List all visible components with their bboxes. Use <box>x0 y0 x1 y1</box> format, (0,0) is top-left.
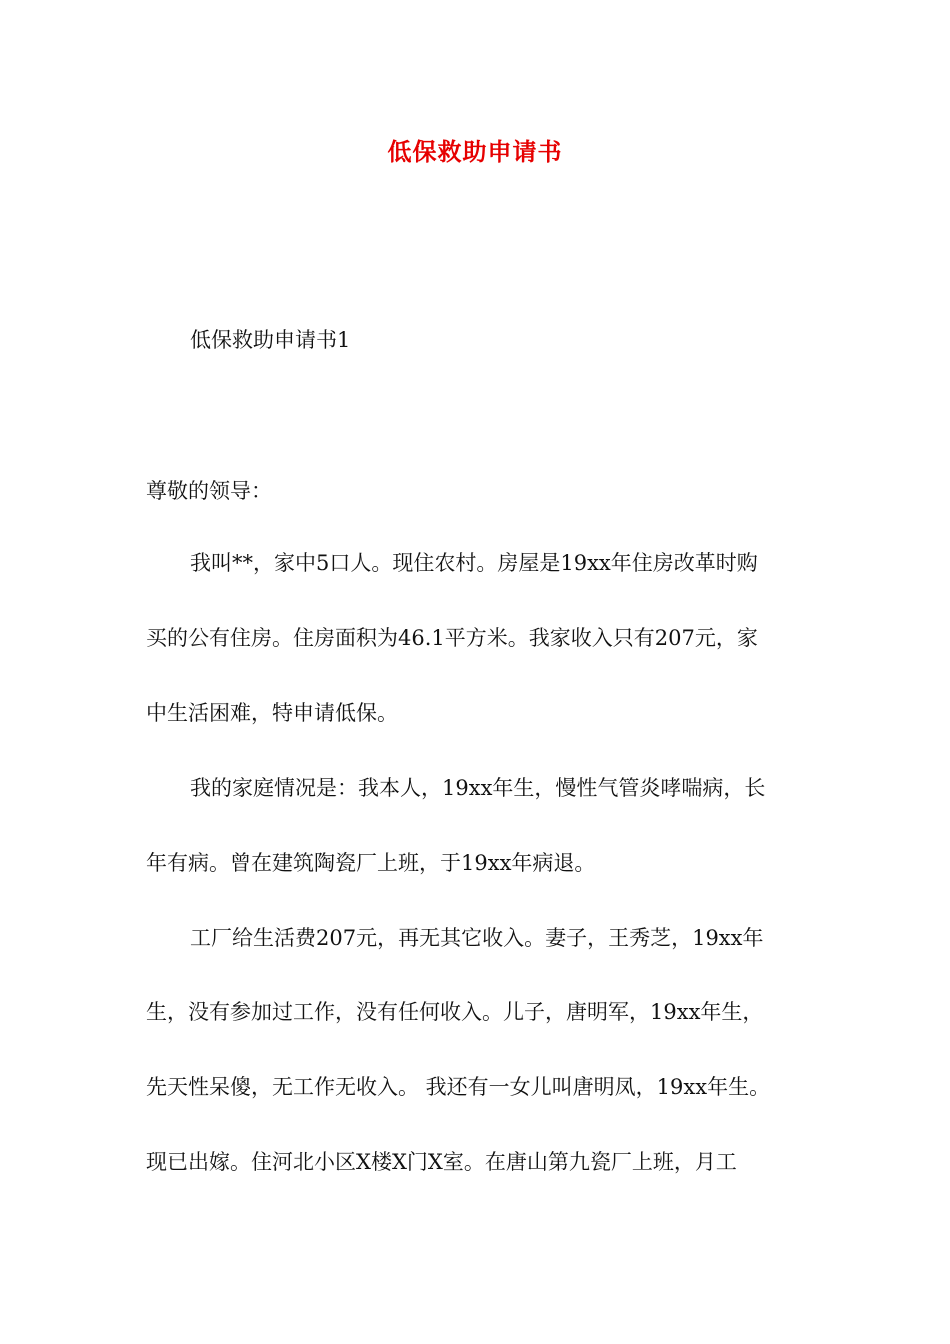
paragraph-line: 工厂给生活费207元，再无其它收入。妻子，王秀芝，19xx年 <box>190 926 764 950</box>
paragraph-line: 年有病。曾在建筑陶瓷厂上班，于19xx年病退。 <box>146 851 596 875</box>
section-heading: 低保救助申请书1 <box>190 328 351 352</box>
paragraph-line: 我叫**，家中5口人。现住农村。房屋是19xx年住房改革时购 <box>190 551 758 575</box>
paragraph-line: 买的公有住房。住房面积为46.1平方米。我家收入只有207元，家 <box>146 626 758 650</box>
document-title: 低保救助申请书 <box>387 137 563 166</box>
paragraph-line: 现已出嫁。住河北小区X楼X门X室。在唐山第九瓷厂上班，月工 <box>146 1150 737 1174</box>
paragraph-line: 我的家庭情况是：我本人，19xx年生，慢性气管炎哮喘病，长 <box>190 776 766 800</box>
salutation: 尊敬的领导： <box>146 479 272 503</box>
paragraph-line: 中生活困难，特申请低保。 <box>146 701 398 725</box>
paragraph-line: 先天性呆傻，无工作无收入。 我还有一女儿叫唐明凤，19xx年生。 <box>146 1075 771 1099</box>
paragraph-line: 生，没有参加过工作，没有任何收入。儿子，唐明军，19xx年生， <box>146 1000 764 1024</box>
